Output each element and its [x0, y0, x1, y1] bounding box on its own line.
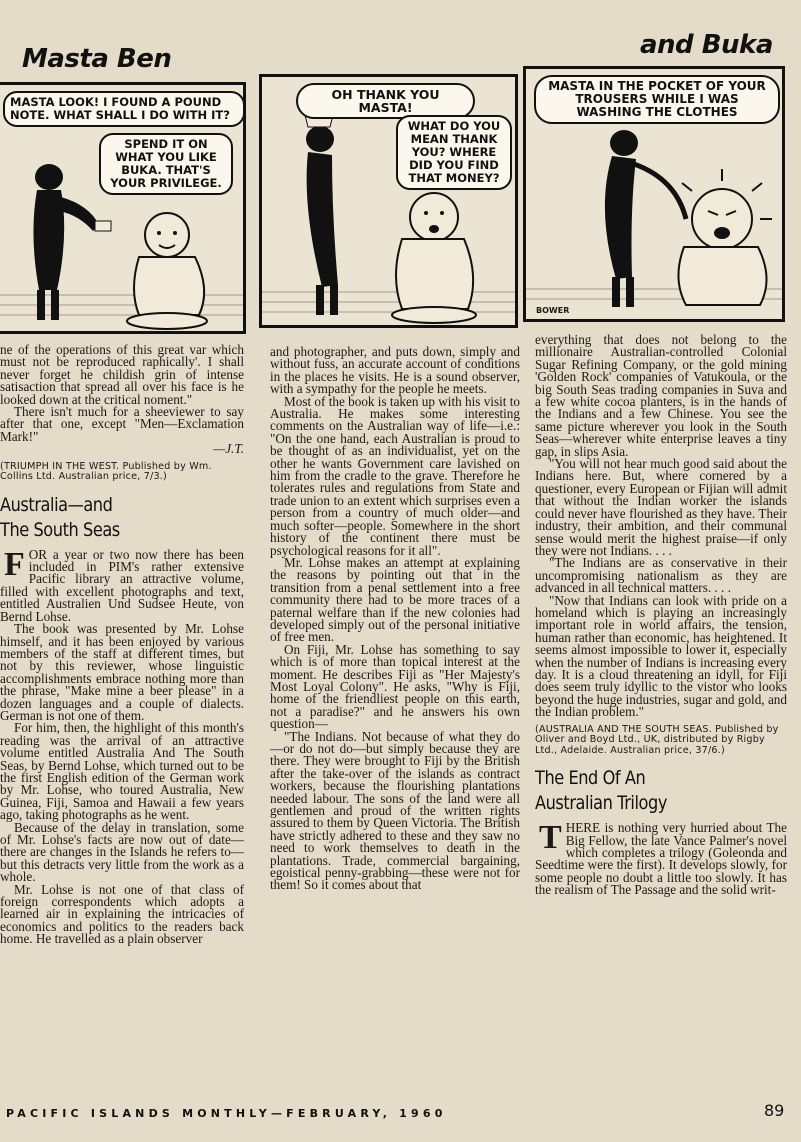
speech-bubble-masta: SPEND IT ON WHAT YOU LIKE BUKA. THAT'S YOUR PRIVILEGE.: [99, 133, 233, 195]
review-paragraph: Most of the book is taken up with his visit to Australia. He makes some interesting comments on the Australian way of life—i.e.: "On the one hand, each Australian is proud to be thought of as an individualist, yet on the other he wants Government care lavished on him from the cradle to the grave. Therefore he tolerates rules and regulations from State and trade union to an extent which surprises even a person from a country of much older—and much softer—people. Somewhere in the short history of the continent there must be psychological reasons for it all".: [270, 393, 520, 558]
text-column-1: [0, 344, 244, 946]
drop-cap: T: [539, 819, 562, 857]
review-paragraph: [0, 545, 244, 624]
review-paragraph: "Now that Indians can look with pride on a homeland which is playing an increasingly important role in world affairs, the tension, human rather than economic, has heightened. It seems almost impossible to lower it, especially when the number of Indians is increasing every day. It is a cloud threatening an idyll, for Fiji does seem truly idyllic to the vistor who looks beyond the huge industries, sugar and gold, and the Indian problem.": [535, 592, 787, 720]
page-number: 89: [764, 1101, 785, 1120]
reviewer-signature: —J.T.: [213, 441, 244, 457]
review-paragraph: "The Indians are as conservative in their uncompromising nationalism as they are advanced in all technical matters. . . .: [535, 555, 787, 596]
review-paragraph: For him, then, the highlight of this month's reading was the arrival of an attractive volume entitled Australia And The South Seas, by Bernd Lohse, which turned out to be the first English edition of the German work by Mr. Lohse, who toured Australia, New Guinea, Fiji, Samoa and Hawaii a few years ago, taking photographs as he went.: [0, 720, 244, 823]
comic-title-right: and Buka: [640, 30, 773, 60]
review-paragraph: "The Indians. Not because of what they do—or do not do—but simply because they are there. They were brought to Fiji by the British after the take-over of the islands as contract workers, because the flourishing plantations needed labour. The sons of the land were all gentlemen and proud of the written rights assured to them by Queen Victoria. The British have strictly adhered to these and they saw no need to work themselves to death in the plantations. Trade, commercial bargaining, egoistical penny-grabbing—these were not for them! So it comes about that: [270, 728, 520, 893]
text-column-2: [270, 346, 520, 892]
book-citation: (TRIUMPH IN THE WEST. Published by Wm. Collins Ltd. Australian price, 7/3.): [0, 460, 212, 483]
review-paragraph: Mr. Lohse is not one of that class of foreign correspondents which adopts a learned air in explaining the intricacies of economics and politics to the readers back home. He travelled as a plain observer: [0, 881, 244, 947]
magazine-footer: PACIFIC ISLANDS MONTHLY—FEBRUARY, 1960: [6, 1107, 447, 1120]
review-paragraph: and photographer, and puts down, simply and without fuss, an accurate account of conditions in the places he visits. He is a sound observer, with a sympathy for the people he meets.: [270, 344, 520, 397]
heading-line: Australian Trilogy: [535, 792, 667, 815]
review-paragraph: "You will not hear much good said about the Indians here. But, where cornered by a questioner, every European or Fijian will admit that without the Indian worker the islands could never have flourished as they have. Their industry, their ambition, and their communal sense would merit the highest praise—if only they were not Indians. . . .: [535, 456, 787, 558]
comic-panel-3: [523, 66, 785, 322]
speech-bubble-buka: MASTA IN THE POCKET OF YOUR TROUSERS WHILE I WAS WASHING THE CLOTHES: [534, 75, 780, 124]
review-paragraph-text: HERE is nothing very hurried about The Big Fellow, the late Vance Palmer's novel which completes a trilogy (Goleonda and Seedtime were the first). It develops slowly, for some people no doubt a little too slowly. It has the realism of The Passage and the solid writ-: [535, 820, 787, 898]
speech-bubble-masta: WHAT DO YOU MEAN THANK YOU? WHERE DID YOU FIND THAT MONEY?: [396, 115, 512, 190]
review-paragraph: ne of the operations of this great var which must not be reproduced raphically'. I shall never forget he childish grin of intense satisaction that spread all over his face is he looked down at the critical noment.": [0, 342, 244, 407]
speech-bubble-buka: OH THANK YOU MASTA!: [296, 83, 475, 119]
review-heading: [0, 493, 207, 543]
heading-line: The End Of An: [535, 767, 646, 790]
comic-panel-1: [0, 82, 246, 334]
comic-title-left: Masta Ben: [22, 44, 172, 74]
book-citation: (AUSTRALIA AND THE SOUTH SEAS. Published by Oliver and Boyd Ltd., UK, distributed by Rigby Ltd., Adelaide. Australian price, 37/6.): [535, 723, 779, 756]
comic-panel-2: [259, 74, 518, 328]
review-paragraph: The book was presented by Mr. Lohse himself, and it has been enjoyed by various members of the staff at different times, but not by this reviewer, whose linguistic accomplishments embrace nothing more than the phrase, "Make mine a beer please" in a dozen languages and a couple of dialects. German is not one of them.: [0, 621, 244, 723]
text-column-3: [535, 334, 787, 897]
review-heading: [535, 766, 749, 816]
review-paragraph: There isn't much for a sheeviewer to say after that one, except "Men—Exclamation Mark!": [0, 404, 244, 444]
heading-line: Australia—and: [0, 493, 113, 516]
heading-line: The South Seas: [0, 518, 120, 541]
review-paragraph: Mr. Lohse makes an attempt at explaining the reasons by pointing out that in the transition from a penal settlement into a free community there had to be more traces of a paternal welfare than if the new colonies had developed simply out of the personal initiative of free men.: [270, 554, 520, 645]
review-paragraph: On Fiji, Mr. Lohse has something to say which is of more than topical interest at the moment. He describes Fiji as "Her Majesty's Most Loyal Colony". He asks, "Why is Fiji, home of the friendliest people on this earth, not a paradise?" and he answers his own question—: [270, 641, 520, 732]
drop-cap: F: [4, 545, 25, 583]
artist-signature: BOWER: [536, 306, 570, 315]
review-paragraph: [535, 819, 787, 898]
review-paragraph: Because of the delay in translation, some of Mr. Lohse's facts are now out of date—there are changes in the Islands he refers to—but this detracts very little from the work as a whole.: [0, 819, 244, 885]
review-paragraph-text: OR a year or two now there has been included in PIM's rather extensive Pacific library an attractive volume, filled with excellent photographs and text, entitled Australien Und Sudsee Heute, von Bernd Lohse.: [0, 546, 244, 624]
review-paragraph: everything that does not belong to the millionaire Australian-controlled Colonial Sugar Refining Company, or the gold mining 'Golden Rock' companies of Vatukoula, or the big South Seas trading companies in Suva and a few white cocoa planters, is in the hands of the Indians and a few Chinese. You see the same picture wherever you look in the South Seas—wherever white enterprise leaves a tiny gap, in slips Asia.: [535, 332, 787, 459]
speech-bubble-buka: MASTA LOOK! I FOUND A POUND NOTE. WHAT SHALL I DO WITH IT?: [3, 91, 245, 127]
